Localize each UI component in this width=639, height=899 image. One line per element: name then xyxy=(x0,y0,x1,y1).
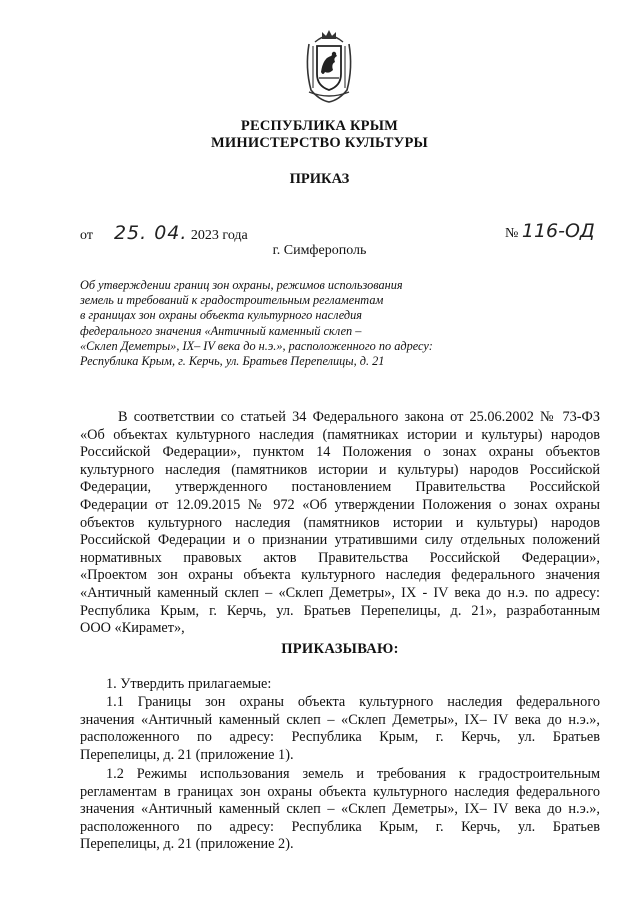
subject-line: в границах зон охраны объекта культурного наследия xyxy=(80,308,362,323)
preamble-line: «Об объектах культурного наследия (памятниках истории и культуры) народов xyxy=(80,426,600,443)
preamble-line: культурного наследия (памятников истории и культуры) народов Российской xyxy=(80,461,600,478)
item-1-2 xyxy=(80,766,600,854)
preamble-line: «Проектом зон охраны объекта культурного наследия федерального значения xyxy=(80,567,600,584)
subject-line: федерального значения «Античный каменный склеп – xyxy=(80,323,362,338)
item-1-2-line: Перепелицы, д. 21 (приложение 2). xyxy=(80,836,294,853)
document-type: ПРИКАЗ xyxy=(289,171,350,187)
preamble-line: Российской Федерации и о признании утратившими силу отдельных положений xyxy=(80,532,600,549)
preamble-line: «Античный каменный склеп – «Склеп Деметры», IX - IV века до н.э. по адресу: xyxy=(80,584,600,601)
city: г. Симферополь xyxy=(272,243,367,258)
preamble-line: нормативных правовых актов Правительства Российской Федерации», xyxy=(80,549,600,566)
item-1-2-line: регламентам в границах зон охраны объекта культурного наследия федерального xyxy=(80,783,600,800)
item-1-2-line: 1.2 Режимы использования земель и требования к градостроительным xyxy=(106,766,600,782)
subject-line: Республика Крым, г. Керчь, ул. Братьев Перепелицы, д. 21 xyxy=(80,354,385,369)
ministry-title: МИНИСТЕРСТВО КУЛЬТУРЫ xyxy=(211,135,428,151)
item-1: 1. Утвердить прилагаемые: xyxy=(106,676,272,692)
subject-line: земель и требований к градостроительным регламентам xyxy=(80,293,384,308)
order-number xyxy=(505,220,595,242)
preamble-line: Федерации, утвержденного постановлением Правительства Российской xyxy=(80,479,600,496)
date-prefix: от xyxy=(80,228,93,243)
preamble-line: В соответствии со статьей 34 Федерального закона от 25.06.2002 № 73-ФЗ xyxy=(118,409,600,425)
preamble xyxy=(80,409,600,638)
item-1-1-line: 1.1 Границы зон охраны объекта культурного наследия федерального xyxy=(106,694,600,710)
item-1-1-line: расположенного по адресу: Республика Крым, г. Керчь, ул. Братьев xyxy=(80,729,600,746)
subject-line: Об утверждении границ зон охраны, режимов использования xyxy=(80,278,403,292)
handwritten-number: 116-ОД xyxy=(521,220,595,242)
preamble-line: Федерации от 12.09.2015 № 972 «Об утверждении Положения о зонах охраны xyxy=(80,496,600,513)
order-word: ПРИКАЗЫВАЮ: xyxy=(281,641,399,657)
crimea-coat-of-arms-icon xyxy=(301,28,357,104)
item-1-1-line: значения «Античный каменный склеп – «Склеп Деметры», IX– IV века до н.э.», xyxy=(80,711,600,728)
number-prefix: № xyxy=(505,226,519,241)
subject-line: «Склеп Деметры», IX– IV века до н.э.», расположенного по адресу: xyxy=(80,338,433,353)
preamble-line: Республика Крым, г. Керчь, ул. Братьев Перепелицы, д. 21», разработанным xyxy=(80,602,600,619)
handwritten-date: 25. 04. xyxy=(113,222,188,244)
preamble-line: Российской Федерации», пунктом 14 Положения о зонах охраны объектов xyxy=(80,444,600,461)
order-subject xyxy=(80,278,480,369)
date-year: 2023 года xyxy=(190,228,248,243)
item-1-1 xyxy=(80,694,600,764)
item-1-1-line: Перепелицы, д. 21 (приложение 1). xyxy=(80,746,294,763)
republic-title: РЕСПУБЛИКА КРЫМ xyxy=(240,118,399,134)
preamble-line: объектов культурного наследия (памятников истории и культуры) народов xyxy=(80,514,600,531)
item-1-2-line: расположенного по адресу: Республика Крым, г. Керчь, ул. Братьев xyxy=(80,818,600,835)
item-1-2-line: значения «Античный каменный склеп – «Склеп Деметры», IX– IV века до н.э.», xyxy=(80,801,600,818)
preamble-line: ООО «Кирамет», xyxy=(80,620,185,637)
order-date xyxy=(80,222,248,244)
